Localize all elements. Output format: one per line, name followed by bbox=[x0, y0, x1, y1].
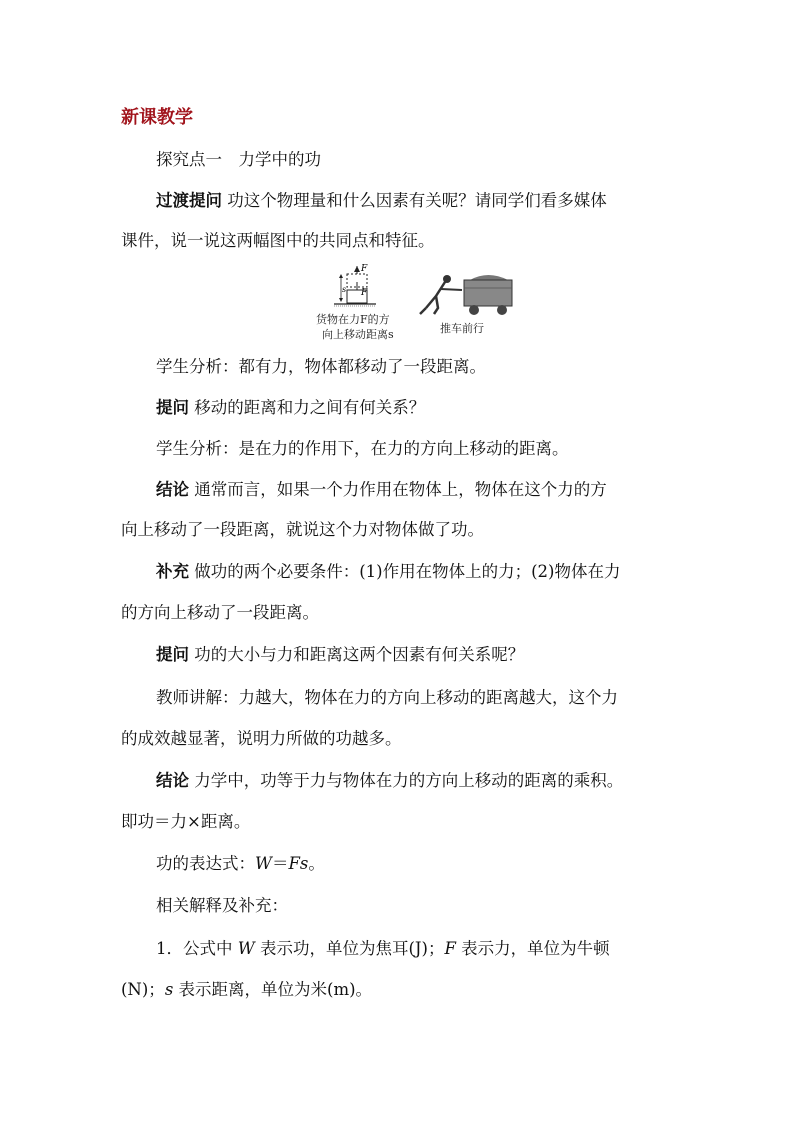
paragraph-transition-question bbox=[156, 190, 716, 212]
left-caption-line-2: 向上移动距离s bbox=[322, 328, 394, 341]
page-heading: 新课教学 bbox=[121, 107, 193, 128]
student-analysis-2: 学生分析：是在力的作用下，在力的方向上移动的距离。 bbox=[156, 439, 569, 458]
text: 功这个物理量和什么因素有关呢？请同学们看多媒体 bbox=[227, 191, 607, 210]
symbol-W: W bbox=[255, 854, 272, 873]
symbol-Fs: Fs bbox=[288, 854, 309, 873]
text: 表示功，单位为焦耳(J)； bbox=[254, 939, 445, 958]
text: 表示力，单位为牛顿 bbox=[455, 939, 610, 958]
paragraph-conclusion-2 bbox=[156, 770, 716, 792]
formula-suffix: 。 bbox=[308, 854, 325, 873]
list-item-1-line-1 bbox=[156, 938, 716, 960]
label-F-bottom: F bbox=[361, 288, 368, 298]
related-explanation-heading: 相关解释及补充： bbox=[156, 896, 288, 915]
section-title: 探究点一 力学中的功 bbox=[156, 150, 321, 169]
text: 移动的距离和力之间有何关系？ bbox=[194, 398, 426, 417]
label-F-top: F bbox=[361, 264, 368, 274]
text: (N)； bbox=[121, 980, 165, 999]
symbol-W: W bbox=[237, 939, 255, 958]
label-s: s bbox=[342, 285, 347, 294]
text: 通常而言，如果一个力作用在物体上，物体在这个力的方 bbox=[194, 480, 607, 499]
symbol-F: F bbox=[444, 939, 456, 958]
label-conclusion: 结论 bbox=[156, 480, 189, 499]
label-supplement: 补充 bbox=[156, 562, 189, 581]
paragraph-line: 的方向上移动了一段距离。 bbox=[121, 603, 319, 622]
left-caption-line-1: 货物在力F的方 bbox=[316, 313, 390, 326]
paragraph-question-3 bbox=[156, 644, 716, 666]
paragraph-line: 即功＝力×距离。 bbox=[121, 812, 251, 831]
illustration-figure bbox=[312, 262, 522, 347]
symbol-s: s bbox=[164, 980, 174, 999]
text: 力学中，功等于力与物体在力的方向上移动的距离的乘积。 bbox=[194, 771, 624, 790]
formula-prefix: 功的表达式： bbox=[156, 854, 255, 873]
paragraph-line: 向上移动了一段距离，就说这个力对物体做了功。 bbox=[121, 520, 484, 539]
paragraph-line: 的成效越显著，说明力所做的功越多。 bbox=[121, 729, 402, 748]
teacher-explanation: 教师讲解：力越大，物体在力的方向上移动的距离越大，这个力 bbox=[156, 688, 618, 707]
paragraph-line: 课件，说一说这两幅图中的共同点和特征。 bbox=[121, 231, 435, 250]
text: 表示距离，单位为米(m)。 bbox=[173, 980, 373, 999]
push-cart-picture bbox=[420, 275, 512, 315]
equals-sign: ＝ bbox=[271, 854, 289, 873]
label-question: 提问 bbox=[156, 645, 189, 664]
crate-lift-diagram bbox=[334, 264, 376, 306]
label-conclusion: 结论 bbox=[156, 771, 189, 790]
text: 做功的两个必要条件：(1)作用在物体上的力；(2)物体在力 bbox=[194, 562, 621, 581]
text: 功的大小与力和距离这两个因素有何关系呢？ bbox=[194, 645, 525, 664]
paragraph-question-2 bbox=[156, 397, 716, 419]
label-transition-question: 过渡提问 bbox=[156, 191, 222, 210]
paragraph-conclusion-1 bbox=[156, 479, 716, 501]
formula-line bbox=[156, 853, 716, 875]
right-caption: 推车前行 bbox=[440, 322, 484, 335]
list-item-1-line-2 bbox=[121, 979, 681, 1001]
label-question: 提问 bbox=[156, 398, 189, 417]
text: 1．公式中 bbox=[156, 939, 238, 958]
student-analysis-1: 学生分析：都有力，物体都移动了一段距离。 bbox=[156, 357, 486, 376]
paragraph-supplement bbox=[156, 561, 716, 583]
